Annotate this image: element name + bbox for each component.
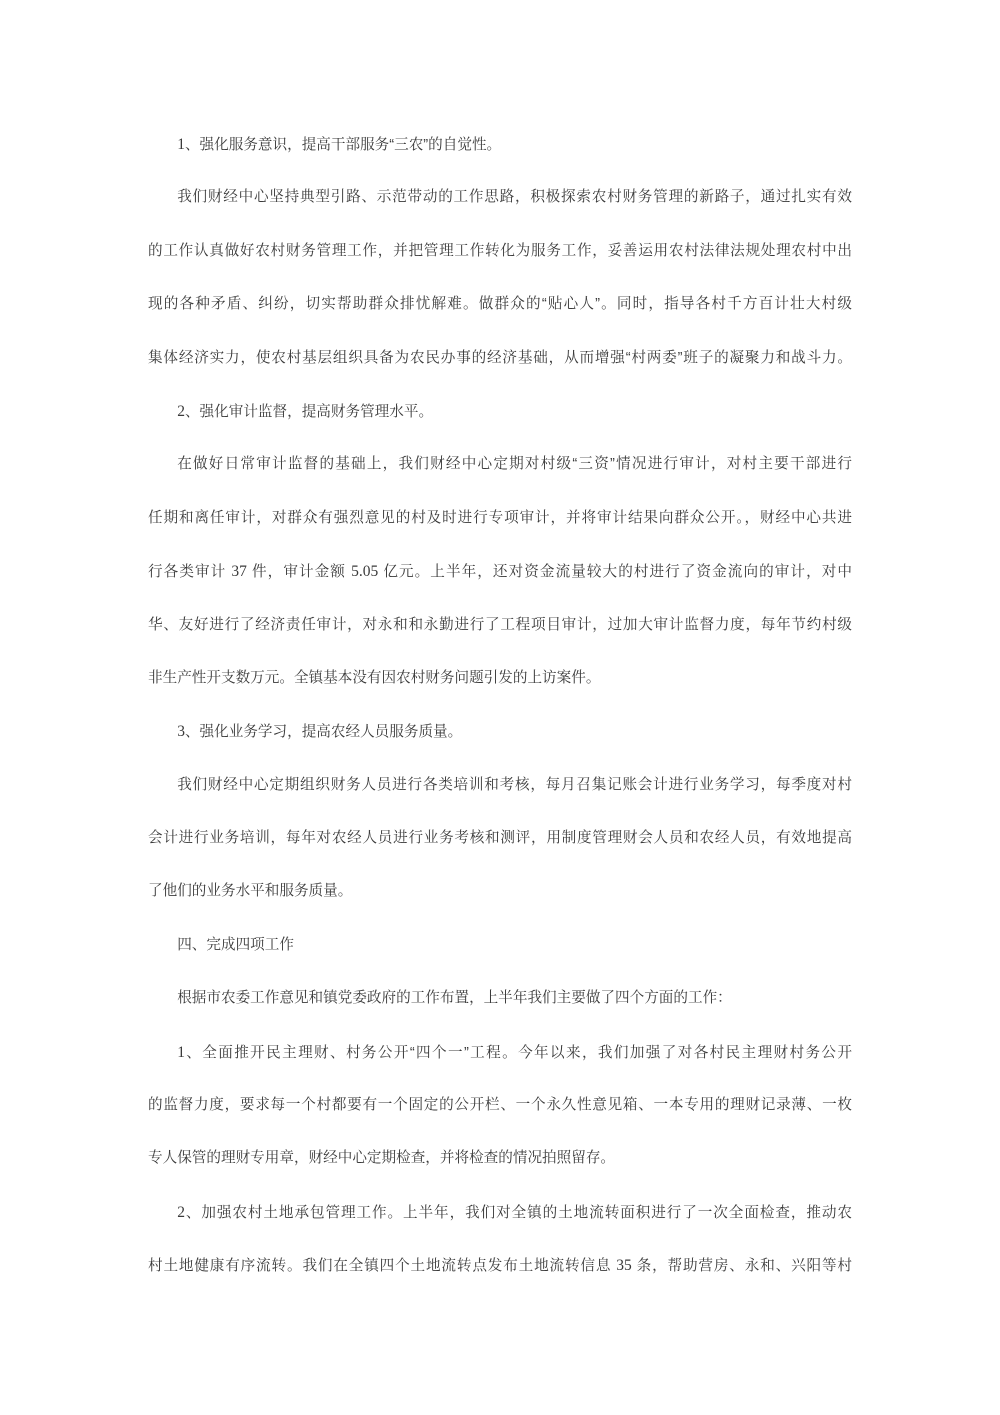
text-line: 会计进行业务培训，每年对农经人员进行业务考核和测评，用制度管理财会人员和农经人员，有效地提高 [148,830,852,847]
text-line: 2、强化审计监督，提高财务管理水平。 [177,402,434,420]
text-line: 的监督力度，要求每一个村都要有一个固定的公开栏、一个永久性意见箱、一本专用的理财记录薄、一枚 [148,1097,852,1114]
text-line: 我们财经中心坚持典型引路、示范带动的工作思路，积极探索农村财务管理的新路子，通过扎实有效 [177,189,852,206]
text-line: 了他们的业务水平和服务质量。 [148,883,353,900]
latin-number: 5.05 [351,563,379,581]
text-line: 行各类审计 37 件，审计金额 5.05 亿元。上半年，还对资金流量较大的村进行了资金流向的审计，对中 [148,563,852,581]
text-line: 根据市农委工作意见和镇党委政府的工作布置，上半年我们主要做了四个方面的工作： [177,990,732,1007]
latin-number: 3 [177,723,185,741]
text-line: 2、加强农村土地承包管理工作。上半年，我们对全镇的土地流转面积进行了一次全面检查，推动农 [177,1203,852,1221]
latin-number: 37 [231,563,247,581]
latin-number: 2 [177,1203,185,1221]
text-line: 现的各种矛盾、纠纷，切实帮助群众排忧解难。做群众的“贴心人”。同时，指导各村千方百计壮大村级 [148,296,852,313]
text-line: 我们财经中心定期组织财务人员进行各类培训和考核，每月召集记账会计进行业务学习，每季度对村 [177,776,852,793]
text-line: 四、完成四项工作 [177,936,294,953]
text-line: 在做好日常审计监督的基础上，我们财经中心定期对村级“三资”情况进行审计，对村主要干部进行 [177,456,852,473]
text-line: 1、全面推开民主理财、村务公开“四个一”工程。今年以来，我们加强了对各村民主理财村务公开 [177,1043,852,1061]
text-line: 3、强化业务学习，提高农经人员服务质量。 [177,723,463,741]
text-line: 村土地健康有序流转。我们在全镇四个土地流转点发布土地流转信息 35 条，帮助营房、永和、兴阳等村 [148,1257,852,1275]
latin-number: 2 [177,402,185,420]
text-line: 华、友好进行了经济责任审计，对永和和永勤进行了工程项目审计，过加大审计监督力度，每年节约村级 [148,616,852,633]
latin-number: 1 [177,1043,185,1061]
text-line: 专人保管的理财专用章，财经中心定期检查，并将检查的情况拍照留存。 [148,1150,616,1167]
latin-number: 35 [616,1257,632,1275]
text-line: 集体经济实力，使农村基层组织具备为农民办事的经济基础，从而增强“村两委”班子的凝聚力和战斗力。 [148,349,852,366]
text-line: 非生产性开支数万元。全镇基本没有因农村财务问题引发的上访案件。 [148,669,601,686]
text-line: 1、强化服务意识，提高干部服务“三农”的自觉性。 [177,136,502,153]
text-line: 任期和离任审计，对群众有强烈意见的村及时进行专项审计，并将审计结果向群众公开。，财经中心共进 [148,509,852,526]
text-line: 的工作认真做好农村财务管理工作，并把管理工作转化为服务工作，妥善运用农村法律法规处理农村中出 [148,242,852,259]
document-text-body [148,118,852,1293]
latin-number: 1 [177,136,185,153]
